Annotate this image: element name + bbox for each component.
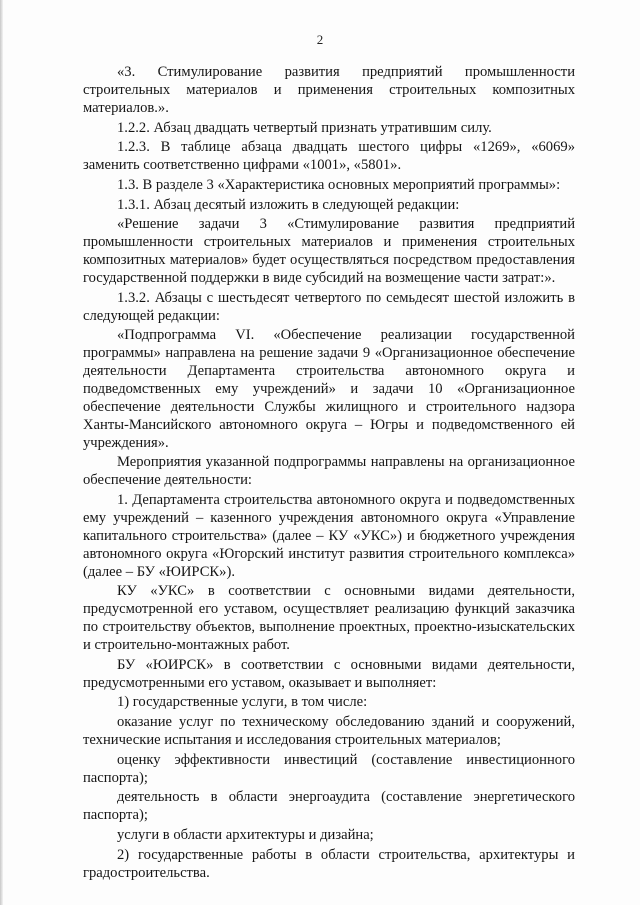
- paragraph: услуги в области архитектуры и дизайна;: [117, 826, 374, 843]
- document-body: [83, 64, 575, 884]
- paragraph: 1) государственные услуги, в том числе:: [117, 694, 368, 711]
- paragraph: «Подпрограмма VI. «Обеспечение реализации государственной программы» направлена на решение задачи 9 «Организационное обеспечение деятельности Департамента строительства автономного округа и подведомственных ему учреждений» и задачи 10 «Организационное обеспечение деятельности Службы жилищного и строительного надзора Ханты-Мансийского автономного округа – Югры и подведомственного ей учреждения».: [83, 327, 575, 451]
- paragraph: 1.2.2. Абзац двадцать четвертый признать утратившим силу.: [117, 119, 492, 136]
- paragraph: 1.3.2. Абзацы с шестьдесят четвертого по семьдесят шестой изложить в следующей редакции:: [83, 289, 575, 324]
- paragraph: 1.3.1. Абзац десятый изложить в следующей редакции:: [117, 196, 460, 213]
- paragraph: 1.3. В разделе 3 «Характеристика основных мероприятий программы»:: [117, 176, 561, 193]
- scan-edge-shadow: [0, 0, 3, 905]
- paragraph: «3. Стимулирование развития предприятий промышленности строительных материалов и применения строительных композитных материалов.».: [83, 64, 575, 116]
- paragraph: 1. Департамента строительства автономного округа и подведомственных ему учреждений – казенного учреждения автономного округа «Управление капитального строительства» (далее – КУ «УКС») и бюджетного учреждения автономного округа «Югорский институт развития строительного комплекса» (далее – БУ «ЮИРСК»).: [83, 492, 575, 580]
- paragraph: 2) государственные работы в области строительства, архитектуры и градостроительства.: [83, 846, 575, 881]
- paragraph: КУ «УКС» в соответствии с основными видами деятельности, предусмотренной его уставом, осуществляет реализацию функций заказчика по строительству объектов, выполнение проектных, проектно-изыскательских и строительно-монтажных работ.: [83, 583, 575, 654]
- paragraph: деятельность в области энергоаудита (составление энергетического паспорта);: [83, 789, 575, 824]
- paragraph: БУ «ЮИРСК» в соответствии с основными видами деятельности, предусмотренными его уставом, оказывает и выполняет:: [83, 656, 575, 691]
- page-number: 2: [316, 32, 324, 47]
- paragraph: 1.2.3. В таблице абзаца двадцать шестого цифры «1269», «6069» заменить соответственно цифрами «1001», «5801».: [83, 139, 575, 174]
- paragraph: Мероприятия указанной подпрограммы направлены на организационное обеспечение деятельности:: [83, 454, 575, 489]
- paragraph: оказание услуг по техническому обследованию зданий и сооружений, технические испытания и исследования строительных материалов;: [83, 714, 575, 748]
- paragraph: оценку эффективности инвестиций (составление инвестиционного паспорта);: [83, 751, 575, 786]
- paragraph: «Решение задачи 3 «Стимулирование развития предприятий промышленности строительных материалов и применения строительных композитных материалов» будет осуществляться посредством предоставления государственной поддержки в виде субсидий на возмещение части затрат:».: [83, 216, 575, 286]
